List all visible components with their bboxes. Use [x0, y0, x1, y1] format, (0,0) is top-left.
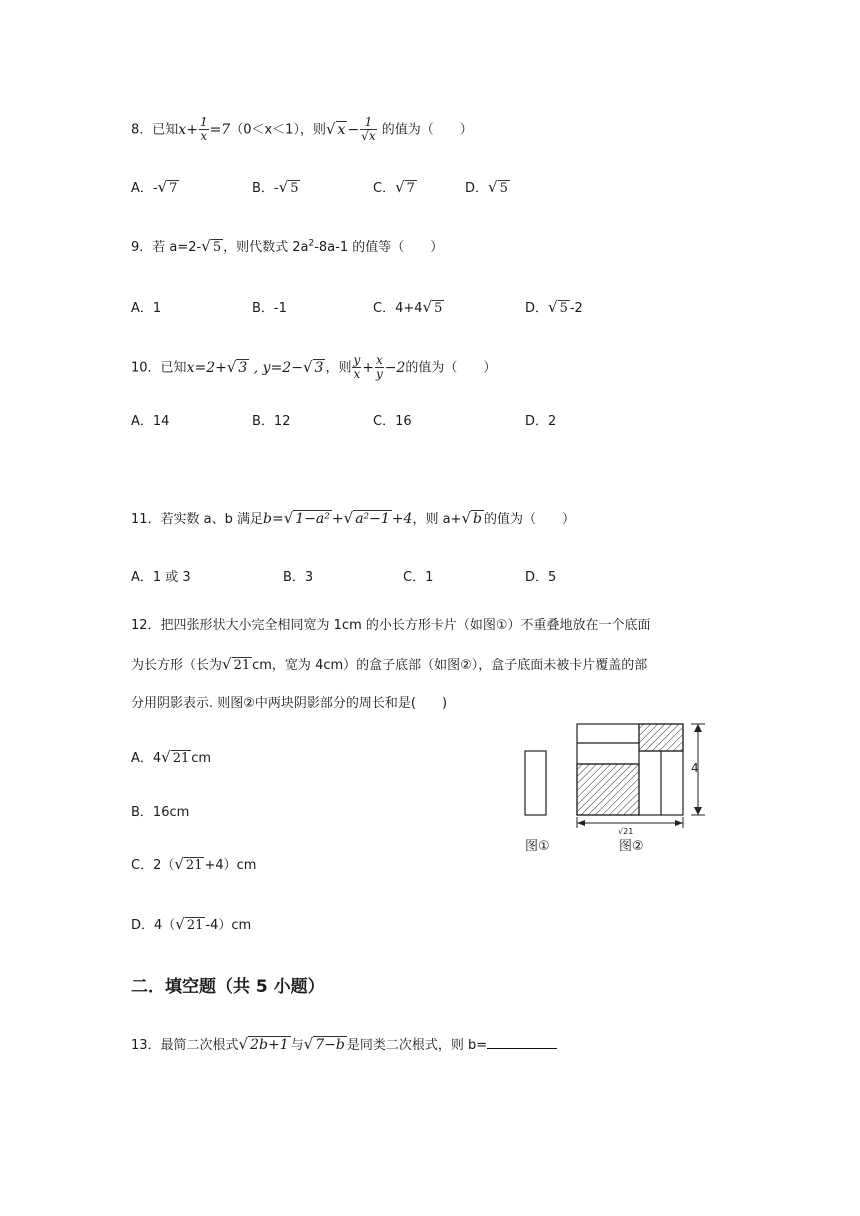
section-2-heading: 二．填空题（共 5 小题） [131, 977, 325, 997]
q10-text-3: 的值为（ ） [405, 360, 497, 376]
q8-text-2: （0＜x＜1），则 [230, 122, 326, 138]
fig2-caption: 图② [619, 839, 644, 854]
q9-superscript: 2 [308, 238, 315, 249]
q10-option-d: D．2 [525, 414, 557, 429]
q8-option-c: C．√ 7 [373, 178, 415, 196]
q13-formula-2: √ 7−b [303, 1035, 345, 1053]
q9-text-2: ，则代数式 2a [223, 240, 309, 255]
question-9: 9．若 a=2-√ 5 ，则代数式 $2a^2-8a-1$ 的值等（ ） [131, 237, 444, 255]
q11-option-b: B．3 [283, 570, 314, 585]
q9-option-d: D．√ 5 -2 [525, 298, 583, 316]
fig2-shade-left [577, 764, 639, 815]
q12-option-d: D．4（√ 21 -4）cm [131, 915, 252, 933]
q9-option-b: B．-1 [252, 301, 287, 316]
question-8 [131, 116, 473, 143]
q13-text-2: 与 [290, 1038, 304, 1053]
q9-number: 9． [131, 240, 153, 255]
q11-option-c: C．1 [403, 570, 434, 585]
fig2-shade-right [639, 724, 683, 751]
q9-option-c: C．4+4√ 5 [373, 298, 443, 316]
fig2-height-label: 4 [691, 761, 699, 775]
q11-text-2: ，则 a+ [412, 512, 462, 527]
q9-radical: 5 [212, 240, 222, 255]
q13-text-1: 13．最简二次根式 [131, 1038, 239, 1053]
q8-option-d: D．√ 5 [465, 178, 508, 196]
q12-option-c: C．2（√ 21 +4）cm [131, 855, 257, 873]
q10-option-a: A．14 [131, 414, 170, 429]
q12-figure [515, 718, 725, 858]
q13-text-3: 是同类二次根式，则 b= [346, 1038, 488, 1053]
q8-formula-2: √ x − $\frac{1}{√x}$ [325, 115, 376, 143]
q12-line-1: 12．把四张形状大小完全相同宽为 1cm 的小长方形卡片（如图①）不重叠地放在一个底面 [131, 618, 651, 633]
fig1-card [525, 751, 546, 815]
q10-formula-2: $\frac{y}{x}$ + $\frac{x}{y}$ −2 [353, 353, 406, 381]
q10-text-2: ，则 [325, 360, 352, 376]
q12-line-2: 为长方形（长为√ 21 cm，宽为 4cm）的盒子底部（如图②），盒子底面未被卡片覆盖的部 [131, 655, 648, 673]
q8-option-a: A．-√ 7 [131, 178, 178, 196]
q11-option-a: A．1 或 3 [131, 570, 191, 585]
q10-number: 10． [131, 360, 161, 376]
q8-text-1: 已知 [152, 122, 179, 138]
q8-option-b: B．-√ 5 [252, 178, 299, 196]
q10-option-b: B．12 [252, 414, 291, 429]
q11-option-d: D．5 [525, 570, 557, 585]
q8-number: 8． [131, 122, 153, 138]
q12-line-3: 分用阴影表示. 则图②中两块阴影部分的周长和是( ) [131, 696, 448, 711]
q11-text-1: 若实数 a、b 满足 [160, 512, 264, 527]
question-11: 11．若实数 a、b 满足b=√ 1−a² +√ a²−1 +4，则 a+√ b 的值为（ ） [131, 509, 575, 527]
fig1-caption: 图① [525, 839, 550, 854]
q10-text-1: 已知 [160, 360, 187, 376]
q13-answer-blank[interactable] [487, 1036, 557, 1049]
q12-option-a: A．4√ 21 cm [131, 748, 212, 766]
q10-formula-1: x=2+√ 3 , y=2−√ 3 [186, 357, 324, 376]
fig2-width-label: √21 [618, 827, 634, 836]
q9-option-a: A．1 [131, 301, 162, 316]
q8-formula-1: x+ $\frac{1}{x}$ =7 [178, 115, 231, 143]
q10-option-c: C．16 [373, 414, 412, 429]
q8-text-3: 的值为（ ） [381, 122, 473, 138]
q11-formula-1: b=√ 1−a² +√ a²−1 +4 [263, 509, 413, 527]
q13-formula-1: √ 2b+1 [238, 1035, 289, 1053]
question-10 [131, 354, 496, 381]
q9-text-1: 若 a=2- [152, 240, 202, 255]
q9-text-3: -8a-1 的值等（ ） [314, 240, 444, 255]
q11-number: 11． [131, 512, 161, 527]
q12-option-b: B．16cm [131, 805, 190, 820]
q11-text-3: 的值为（ ） [483, 512, 575, 527]
question-13 [131, 1034, 557, 1053]
